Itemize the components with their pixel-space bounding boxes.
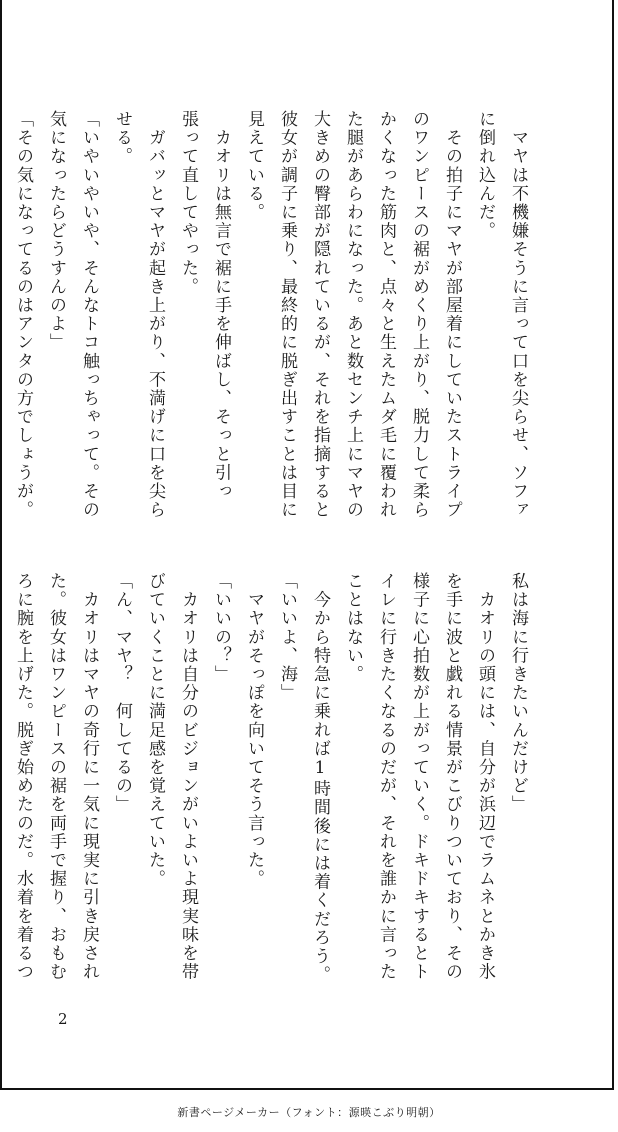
text-line: 「ん、マヤ？ 何してるの」 [112, 572, 132, 814]
text-line: カオリの頭には、自分が浜辺でラムネとかき氷 [475, 572, 495, 982]
text-line: イレに行きたくなるのだが、それを誰かに言った [376, 572, 396, 982]
text-line: かくなった筋肉と、点々と生えたムダ毛に覆われ [376, 110, 396, 520]
text-line: に倒れ込んだ。 [475, 110, 495, 241]
text-line: カオリはマヤの奇行に一気に現実に引き戻され [79, 572, 99, 982]
text-line: 「その気になってるのはアンタの方でしょうが。 [13, 110, 33, 520]
text-line: マヤは不機嫌そうに言って口を尖らせ、ソファ [508, 110, 528, 520]
text-line: 「いいの？」 [211, 572, 231, 684]
text-line: 彼女が調子に乗り、最終的に脱ぎ出すことは目に [277, 110, 297, 520]
text-line: ろに腕を上げた。脱ぎ始めたのだ。水着を着るつ [13, 572, 33, 982]
text-line: 気になったらどうすんのよ」 [46, 110, 66, 352]
text-line: 「いいよ、海」 [277, 572, 297, 703]
text-line: カオリは自分のビジョンがいよいよ現実味を帯 [178, 572, 198, 982]
text-line: ことはない。 [343, 572, 363, 684]
text-line: 見えている。 [244, 110, 264, 222]
text-line: びていくことに満足感を覚えていた。 [145, 572, 165, 889]
text-line: 様子に心拍数が上がっていく。ドキドキするとト [409, 572, 429, 982]
text-line: た。彼女はワンピースの裾を両手で握り、おもむ [46, 572, 66, 982]
text-line: 張って直してやった。 [178, 110, 198, 296]
text-line: 今から特急に乗れば1時間後には着くだろう。 [310, 572, 330, 985]
text-line: ガバッとマヤが起き上がり、不満げに口を尖ら [145, 110, 165, 520]
text-line: 私は海に行きたいんだけど」 [508, 572, 528, 814]
text-line: 「いやいやいや、そんなトコ触っちゃって。その [79, 110, 99, 520]
footer-credit: 新書ページメーカー（フォント：源暎こぶり明朝） [177, 1106, 441, 1119]
text-line: せる。 [112, 110, 132, 166]
text-line: カオリは無言で裾に手を伸ばし、そっと引っ [211, 110, 231, 501]
page-number: 2 [58, 1010, 68, 1028]
text-block-bottom [13, 572, 534, 992]
text-line: マヤがそっぽを向いてそう言った。 [244, 572, 264, 889]
text-line: その拍子にマヤが部屋着にしていたストライプ [442, 110, 462, 520]
text-block-top [13, 110, 534, 530]
text-line: を手に波と戯れる情景がこびりついており、その [442, 572, 462, 982]
text-line: た腿があらわになった。あと数センチ上にマヤの [343, 110, 363, 520]
text-line: 大きめの臀部が隠れているが、それを指摘すると [310, 110, 330, 520]
text-line: のワンピースの裾がめくり上がり、脱力して柔ら [409, 110, 429, 520]
